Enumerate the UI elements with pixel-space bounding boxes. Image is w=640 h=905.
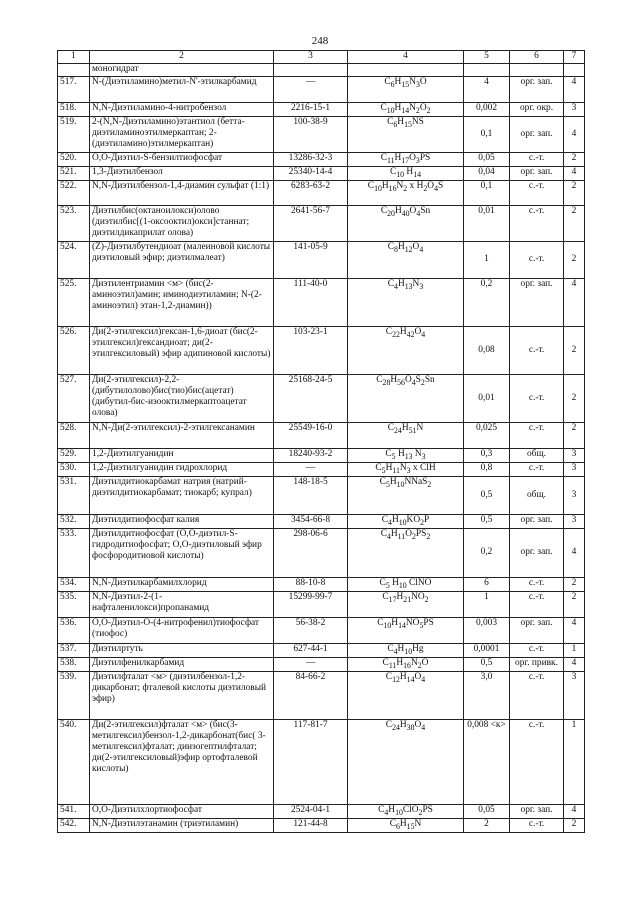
table-row [58, 241, 585, 278]
formula-cell: $C_{10}H_{14}N_2O_2$ [348, 103, 464, 117]
table-row [58, 591, 585, 617]
hazard-class-cell: 3 [564, 462, 585, 476]
continuation-row [58, 64, 585, 77]
cas-number-cell: 100-38-9 [274, 116, 348, 152]
row-number-cell: 541. [58, 804, 90, 818]
row-number-cell: 522. [58, 180, 90, 205]
header-cell: 6 [510, 51, 564, 64]
formula-cell: $C_4H_{13}N_3$ [348, 278, 464, 326]
row-number-cell: 531. [58, 476, 90, 514]
cas-number-cell: 117-81-7 [274, 719, 348, 804]
concentration-cell: 0,08 [464, 326, 510, 374]
cas-number-cell: — [274, 657, 348, 671]
hazard-class-cell: 4 [564, 657, 585, 671]
hazard-class-cell: 2 [564, 577, 585, 591]
substance-name-cell: N,N-Диэтилкарбамилхлорид [90, 577, 274, 591]
substance-name-cell: N-(Диэтиламино)метил-N'-этилкарбамид [90, 77, 274, 103]
hazard-sign-cell: орг. зап. [510, 617, 564, 643]
formula-cell: $C_{10}H_{14}NO_5PS$ [348, 617, 464, 643]
cas-number-cell: 2216-15-1 [274, 103, 348, 117]
formula-cell: $C_{24}H_{51}N$ [348, 422, 464, 448]
row-number-cell: 524. [58, 241, 90, 278]
table-row [58, 671, 585, 719]
continuation-text: моногидрат [90, 64, 274, 77]
cas-number-cell: 25549-16-0 [274, 422, 348, 448]
table-row [58, 103, 585, 117]
row-number-cell: 537. [58, 643, 90, 657]
row-number-cell: 527. [58, 374, 90, 422]
substance-name-cell: Ди(2-этилгексил)-2,2-(дибутилолово)бис(тио)бис(ацетат) (дибутил-бис-изооктилмеркаптоацетат олова) [90, 374, 274, 422]
row-number-cell: 517. [58, 77, 90, 103]
hazard-sign-cell: с.-т. [510, 422, 564, 448]
substance-name-cell: Ди(2-этилгексил)гексан-1,6-диоат (бис(2-этилгексил)гександиоат; ди(2-этилгексиловый) эфир адипиновой кислоты) [90, 326, 274, 374]
row-number-cell: 525. [58, 278, 90, 326]
header-cell: 3 [274, 51, 348, 64]
hazard-class-cell: 3 [564, 448, 585, 462]
hazard-sign-cell: с.-т. [510, 374, 564, 422]
formula-cell: $C_4H_{11}O_2PS_2$ [348, 528, 464, 577]
formula-cell: $C_4H_{10}Hg$ [348, 643, 464, 657]
concentration-cell: 0,5 [464, 476, 510, 514]
formula-cell: $C_{20}H_{40}O_4Sn$ [348, 205, 464, 241]
table-row [58, 514, 585, 528]
table-row [58, 528, 585, 577]
hazard-sign-cell: орг. зап. [510, 116, 564, 152]
concentration-cell: 0,1 [464, 180, 510, 205]
concentration-cell: 6 [464, 577, 510, 591]
hazard-sign-cell: с.-т. [510, 818, 564, 832]
hazard-class-cell: 2 [564, 326, 585, 374]
table-row [58, 166, 585, 180]
cas-number-cell: 25340-14-4 [274, 166, 348, 180]
cas-number-cell: 18240-93-2 [274, 448, 348, 462]
formula-cell: $C_{28}H_{56}O_4S_2Sn$ [348, 374, 464, 422]
hazard-class-cell: 4 [564, 528, 585, 577]
cas-number-cell: 148-18-5 [274, 476, 348, 514]
substance-name-cell: Диэтилбис(октаноилокси)олово (диэтилбис[(1-оксооктил)окси]станнат; диэтилдикаприлат олова) [90, 205, 274, 241]
concentration-cell: 4 [464, 77, 510, 103]
formula-cell: $C_{11}H_{17}O_3PS$ [348, 152, 464, 166]
hazard-sign-cell: с.-т. [510, 643, 564, 657]
hazard-sign-cell: с.-т. [510, 591, 564, 617]
hazard-sign-cell: с.-т. [510, 671, 564, 719]
cas-number-cell: 141-05-9 [274, 241, 348, 278]
table-row [58, 818, 585, 832]
concentration-cell: 0,1 [464, 116, 510, 152]
concentration-cell: 0,3 [464, 448, 510, 462]
concentration-cell: 0,025 [464, 422, 510, 448]
row-number-cell: 526. [58, 326, 90, 374]
hazard-class-cell: 3 [564, 514, 585, 528]
concentration-cell: 1 [464, 241, 510, 278]
formula-cell: $C_5$ $H_{13}$ $N_3$ [348, 448, 464, 462]
substance-name-cell: 2-(N,N-Диэтиламино)этантиол (бетта-диэтиламиноэтилмеркаптан; 2-(диэтиламино)этилмеркаптан) [90, 116, 274, 152]
row-number-cell: 521. [58, 166, 90, 180]
table-row [58, 374, 585, 422]
cas-number-cell: 56-38-2 [274, 617, 348, 643]
table-row [58, 205, 585, 241]
row-number-cell: 520. [58, 152, 90, 166]
table-row [58, 617, 585, 643]
concentration-cell: 0,01 [464, 205, 510, 241]
concentration-cell: 0,008 <к> [464, 719, 510, 804]
cas-number-cell: 627-44-1 [274, 643, 348, 657]
hazard-sign-cell: с.-т. [510, 180, 564, 205]
table-row [58, 180, 585, 205]
row-number-cell: 540. [58, 719, 90, 804]
header-cell: 1 [58, 51, 90, 64]
row-number-cell: 530. [58, 462, 90, 476]
row-number-cell: 528. [58, 422, 90, 448]
concentration-cell: 0,2 [464, 278, 510, 326]
formula-cell: $C_{12}H_{14}O_4$ [348, 671, 464, 719]
hazard-class-cell: 4 [564, 278, 585, 326]
row-number-cell: 523. [58, 205, 90, 241]
hazard-class-cell: 2 [564, 241, 585, 278]
hazard-sign-cell: орг. зап. [510, 804, 564, 818]
table-row [58, 326, 585, 374]
formula-cell: $C_6H_{15}N_3O$ [348, 77, 464, 103]
hazard-sign-cell: с.-т. [510, 719, 564, 804]
hazard-class-cell: 1 [564, 643, 585, 657]
hazard-sign-cell: с.-т. [510, 462, 564, 476]
hazard-sign-cell: с.-т. [510, 326, 564, 374]
formula-cell: $C_5H_{11}N_3$ x ClH [348, 462, 464, 476]
formula-cell: $C_4H_{10}KO_2P$ [348, 514, 464, 528]
table-row [58, 462, 585, 476]
hazard-class-cell: 4 [564, 617, 585, 643]
substance-name-cell: O,O-Диэтил-S-бензилтиофосфат [90, 152, 274, 166]
hazard-class-cell: 2 [564, 818, 585, 832]
cas-number-cell: 25168-24-5 [274, 374, 348, 422]
row-number-cell: 542. [58, 818, 90, 832]
hazard-sign-cell: с.-т. [510, 577, 564, 591]
table-row [58, 577, 585, 591]
concentration-cell: 0,2 [464, 528, 510, 577]
header-cell: 7 [564, 51, 585, 64]
substance-name-cell: Диэтилдитиофосфат калия [90, 514, 274, 528]
substance-name-cell: Диэтилфталат <м> (диэтилбензол-1,2-дикарбонат; фталевой кислоты диэтиловый эфир) [90, 671, 274, 719]
hazard-sign-cell: орг. зап. [510, 77, 564, 103]
substance-name-cell: O,O-Диэтилхлортиофосфат [90, 804, 274, 818]
substance-name-cell: 1,3-Диэтилбензол [90, 166, 274, 180]
cas-number-cell: 84-66-2 [274, 671, 348, 719]
formula-cell: $C_{22}H_{42}O_4$ [348, 326, 464, 374]
concentration-cell: 0,05 [464, 152, 510, 166]
concentration-cell: 0,5 [464, 514, 510, 528]
hazard-sign-cell: с.-т. [510, 152, 564, 166]
hazard-sign-cell: орг. зап. [510, 514, 564, 528]
hazard-sign-cell: общ. [510, 476, 564, 514]
substance-name-cell: N,N-Диэтилбензол-1,4-диамин сульфат (1:1) [90, 180, 274, 205]
substance-name-cell: 1,2-Диэтилгуанидин гидрохлорид [90, 462, 274, 476]
hazard-sign-cell: орг. зап. [510, 166, 564, 180]
row-number-cell: 532. [58, 514, 90, 528]
table-row [58, 152, 585, 166]
formula-cell: $C_{11}H_{16}N_2O$ [348, 657, 464, 671]
hazard-class-cell: 4 [564, 804, 585, 818]
row-number-cell: 519. [58, 116, 90, 152]
cas-number-cell: 2641-56-7 [274, 205, 348, 241]
concentration-cell: 0,04 [464, 166, 510, 180]
formula-cell: $C_5H_{10}NNaS_2$ [348, 476, 464, 514]
table-row [58, 77, 585, 103]
substance-name-cell: N,N-Ди(2-этилгексил)-2-этилгексанамин [90, 422, 274, 448]
concentration-cell: 1 [464, 591, 510, 617]
hazard-class-cell: 4 [564, 116, 585, 152]
row-number-cell: 518. [58, 103, 90, 117]
table-row [58, 804, 585, 818]
formula-cell: $C_4H_{10}ClO_2PS$ [348, 804, 464, 818]
hazard-class-cell: 3 [564, 103, 585, 117]
concentration-cell: 0,0001 [464, 643, 510, 657]
row-number-cell: 539. [58, 671, 90, 719]
cas-number-cell: 6283-63-2 [274, 180, 348, 205]
formula-cell: $C_{17}H_{21}NO_2$ [348, 591, 464, 617]
substance-name-cell: Диэтилдитиокарбамат натрия (натрий-диэтилдитиокарбамат; тиокарб; купрал) [90, 476, 274, 514]
substances-table [57, 50, 585, 833]
formula-cell: $C_6H_{15}N$ [348, 818, 464, 832]
hazard-class-cell: 4 [564, 166, 585, 180]
cas-number-cell: 121-44-8 [274, 818, 348, 832]
table-header-row [58, 51, 585, 64]
hazard-class-cell: 3 [564, 476, 585, 514]
substance-name-cell: 1,2-Диэтилгуанидин [90, 448, 274, 462]
header-cell: 5 [464, 51, 510, 64]
substance-name-cell: O,O-Диэтил-O-(4-нитрофенил)тиофосфат (тиофос) [90, 617, 274, 643]
hazard-sign-cell: с.-т. [510, 205, 564, 241]
concentration-cell: 0,002 [464, 103, 510, 117]
concentration-cell: 0,5 [464, 657, 510, 671]
formula-cell: $C_6H_{15}NS$ [348, 116, 464, 152]
substance-name-cell: Диэтилдитиофосфат (O,O-диэтил-S-гидродитиофосфат; O,O-диэтиловый эфир фосфородитиовой кислоты) [90, 528, 274, 577]
hazard-sign-cell: орг. привк. [510, 657, 564, 671]
cas-number-cell: — [274, 462, 348, 476]
table-row [58, 643, 585, 657]
hazard-class-cell: 2 [564, 180, 585, 205]
concentration-cell: 2 [464, 818, 510, 832]
substance-name-cell: (Z)-Диэтилбутендиоат (малеиновой кислоты диэтиловый эфир; диэтилмалеат) [90, 241, 274, 278]
substance-name-cell: N,N-Диэтил-2-(1-нафталенилокси)пропанамид [90, 591, 274, 617]
page-number: 248 [311, 35, 329, 47]
formula-cell: $C_5$ $H_{10}$ ClNO [348, 577, 464, 591]
table-row [58, 476, 585, 514]
row-number-cell: 533. [58, 528, 90, 577]
formula-cell: $C_8H_{12}O_4$ [348, 241, 464, 278]
table-row [58, 448, 585, 462]
cas-number-cell: 298-06-6 [274, 528, 348, 577]
cas-number-cell: — [274, 77, 348, 103]
hazard-class-cell: 4 [564, 77, 585, 103]
concentration-cell: 3,0 [464, 671, 510, 719]
table-row [58, 422, 585, 448]
concentration-cell: 0,8 [464, 462, 510, 476]
substance-name-cell: N,N-Диэтиламино-4-нитробензол [90, 103, 274, 117]
hazard-sign-cell: орг. зап. [510, 278, 564, 326]
cas-number-cell: 111-40-0 [274, 278, 348, 326]
substance-name-cell: Диэтилртуть [90, 643, 274, 657]
row-number-cell: 536. [58, 617, 90, 643]
header-cell: 4 [348, 51, 464, 64]
row-number-cell: 534. [58, 577, 90, 591]
hazard-sign-cell: с.-т. [510, 241, 564, 278]
substance-name-cell: Ди(2-этилгексил)фталат <м> (бис(3-метилгексил)бензол-1,2-дикарбонат(бис( 3-метилгексил)фталат; диизогептилфталат; ди(2-этилгексиловый)эфир ортофталевой кислоты) [90, 719, 274, 804]
formula-cell: $C_{10}H_{16}N_2$ x $H_2O_4S$ [348, 180, 464, 205]
table-row [58, 116, 585, 152]
concentration-cell: 0,003 [464, 617, 510, 643]
hazard-class-cell: 2 [564, 152, 585, 166]
substance-name-cell: Диэтилфенилкарбамид [90, 657, 274, 671]
cas-number-cell: 88-10-8 [274, 577, 348, 591]
hazard-class-cell: 2 [564, 422, 585, 448]
row-number-cell: 529. [58, 448, 90, 462]
concentration-cell: 0,05 [464, 804, 510, 818]
cas-number-cell: 13286-32-3 [274, 152, 348, 166]
hazard-class-cell: 2 [564, 374, 585, 422]
row-number-cell: 538. [58, 657, 90, 671]
cas-number-cell: 3454-66-8 [274, 514, 348, 528]
cas-number-cell: 15299-99-7 [274, 591, 348, 617]
cas-number-cell: 2524-04-1 [274, 804, 348, 818]
table-row [58, 657, 585, 671]
hazard-sign-cell: общ. [510, 448, 564, 462]
hazard-class-cell: 3 [564, 671, 585, 719]
cas-number-cell: 103-23-1 [274, 326, 348, 374]
hazard-sign-cell: орг. окр. [510, 103, 564, 117]
formula-cell: $C_{10}$ $H_{14}$ [348, 166, 464, 180]
formula-cell: $C_{24}H_{38}O_4$ [348, 719, 464, 804]
table-row [58, 278, 585, 326]
hazard-class-cell: 2 [564, 591, 585, 617]
hazard-class-cell: 2 [564, 205, 585, 241]
row-number-cell: 535. [58, 591, 90, 617]
header-cell: 2 [90, 51, 274, 64]
table-row [58, 719, 585, 804]
hazard-class-cell: 1 [564, 719, 585, 804]
hazard-sign-cell: орг. зап. [510, 528, 564, 577]
substance-name-cell: Диэтилентриамин <м> (бис(2-аминоэтил)амин; иминодиэтиламин; N-(2-аминоэтил) этан-1,2-диамин)) [90, 278, 274, 326]
concentration-cell: 0,01 [464, 374, 510, 422]
substance-name-cell: N,N-Диэтилэтанамин (триэтиламин) [90, 818, 274, 832]
